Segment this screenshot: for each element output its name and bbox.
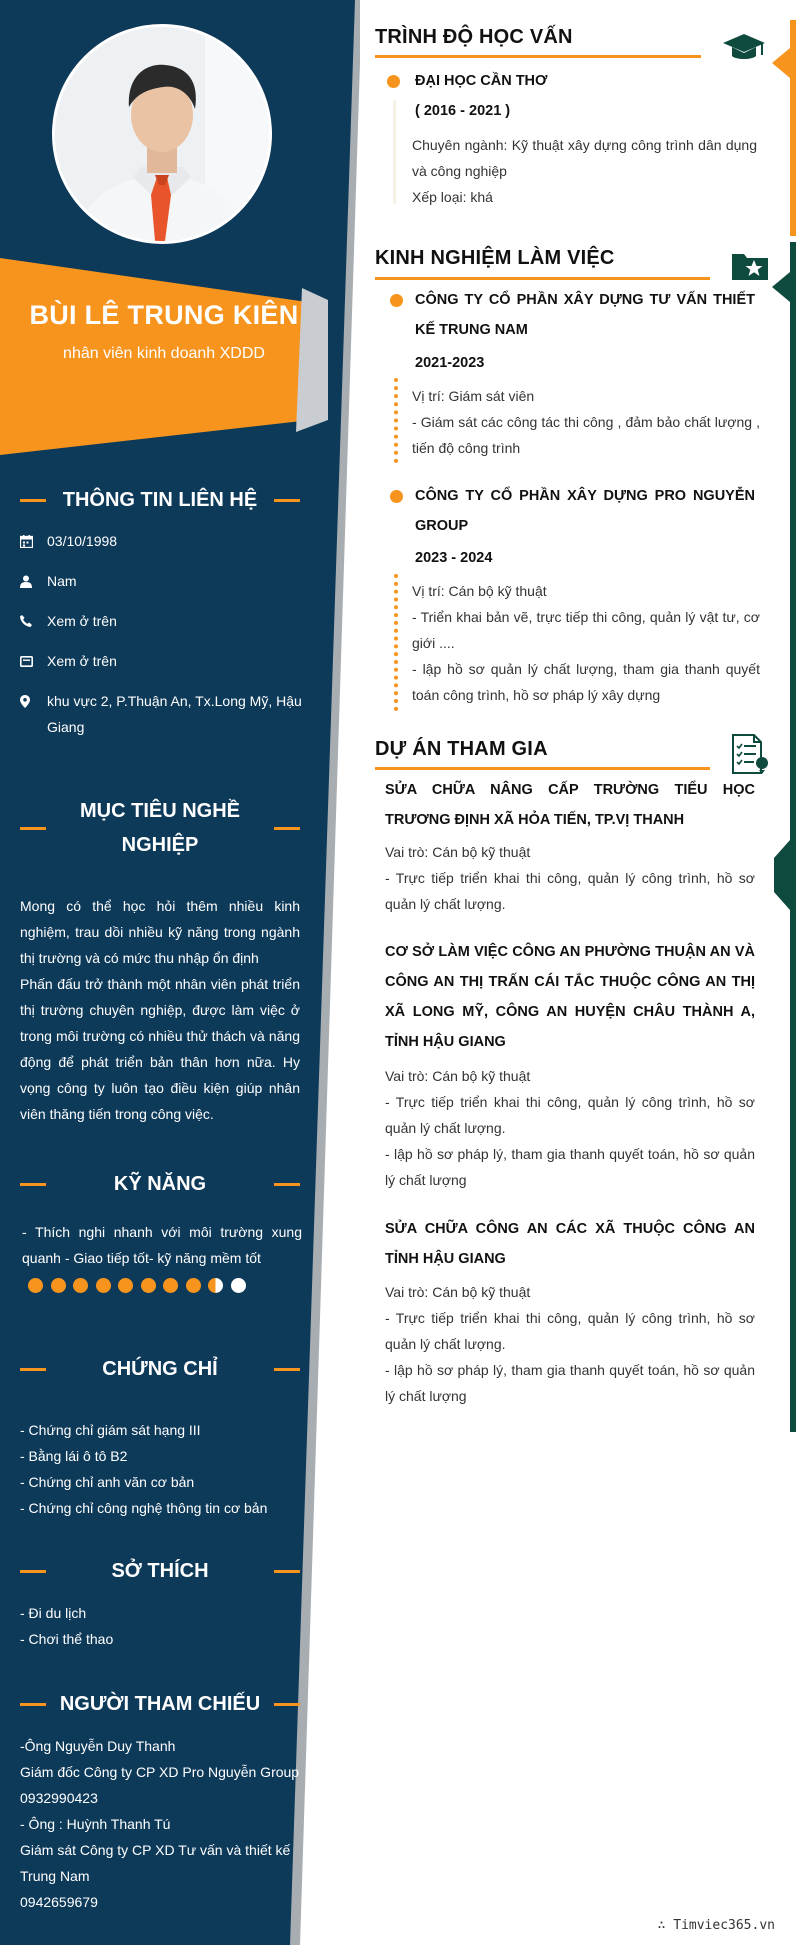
references-heading-text: NGƯỜI THAM CHIẾU bbox=[59, 1693, 261, 1715]
project-details bbox=[385, 1279, 755, 1409]
objective-heading bbox=[20, 794, 300, 862]
hobby-item: - Đi du lịch bbox=[20, 1605, 87, 1621]
sidebar bbox=[0, 0, 310, 1945]
job-details bbox=[412, 578, 760, 708]
experience-tab-marker bbox=[772, 272, 790, 302]
footer-watermark[interactable]: ∴ Timviec365.vn bbox=[657, 1918, 775, 1933]
project-detail-line: - lập hồ sơ pháp lý, tham gia thanh quyết toán, hồ sơ quản lý chất lượng bbox=[385, 1362, 755, 1404]
heading-dash bbox=[274, 1368, 300, 1371]
contact-item-birthday bbox=[20, 528, 302, 554]
certificate-item: - Chứng chỉ giám sát hạng III bbox=[20, 1422, 201, 1438]
major-text: Chuyên ngành: Kỹ thuật xây dựng công trình dân dụng và công nghiệp bbox=[412, 137, 757, 179]
project-detail-line: - Trực tiếp triển khai thi công, quản lý công trình, hồ sơ quản lý chất lượng. bbox=[385, 870, 755, 912]
avatar bbox=[52, 24, 272, 244]
education-side-bar bbox=[790, 20, 796, 236]
references-heading bbox=[20, 1687, 300, 1721]
project-title: CƠ SỞ LÀM VIỆC CÔNG AN PHƯỜNG THUẬN AN VÀ CÔNG AN THỊ TRẤN CÁI TẮC THUỘC CÔNG AN THỊ XÃ LONG MỸ, CÔNG AN HUYỆN CHÂU THÀNH A, TỈNH HẬU GIANG bbox=[385, 944, 755, 1050]
education-details bbox=[412, 132, 757, 210]
heading-dash bbox=[20, 1570, 46, 1573]
rank-text: Xếp loại: khá bbox=[412, 189, 493, 205]
contact-list bbox=[20, 528, 302, 754]
hobbies-heading-text: SỞ THÍCH bbox=[111, 1560, 209, 1582]
project-details bbox=[385, 839, 755, 917]
skills-text: - Thích nghi nhanh với môi trường xung quanh - Giao tiếp tốt- kỹ năng mềm tốt bbox=[22, 1224, 302, 1266]
objective-heading-line1: MỤC TIÊU NGHỀ bbox=[80, 800, 240, 822]
skill-rating-dot bbox=[118, 1278, 133, 1293]
contact-heading-text: THÔNG TIN LIÊN HỆ bbox=[62, 489, 258, 511]
timeline-line bbox=[393, 100, 396, 204]
skill-rating-dot bbox=[141, 1278, 156, 1293]
calendar-icon bbox=[20, 528, 47, 554]
skill-rating-dot bbox=[208, 1278, 223, 1293]
job-detail-line: Vị trí: Giám sát viên bbox=[412, 388, 535, 404]
heading-dash bbox=[274, 499, 300, 502]
section-underline bbox=[375, 767, 710, 770]
job-detail-line: Vị trí: Cán bộ kỹ thuật bbox=[412, 583, 547, 599]
heading-dash bbox=[20, 1368, 46, 1371]
certificate-item: - Chứng chỉ công nghệ thông tin cơ bản bbox=[20, 1500, 268, 1516]
school-years: ( 2016 - 2021 ) bbox=[415, 103, 511, 119]
contact-item-phone bbox=[20, 608, 302, 634]
side-tab-marker bbox=[774, 840, 790, 910]
certificates-heading-text: CHỨNG CHỈ bbox=[102, 1358, 218, 1380]
skill-rating-dot bbox=[73, 1278, 88, 1293]
experience-heading: KINH NGHIỆM LÀM VIỆC bbox=[375, 247, 615, 269]
phone-icon bbox=[20, 608, 47, 634]
school-name: ĐẠI HỌC CẦN THƠ bbox=[415, 73, 548, 89]
hobbies-list bbox=[20, 1600, 300, 1652]
skill-rating-dot bbox=[186, 1278, 201, 1293]
project-details bbox=[385, 1063, 755, 1193]
timeline-dotted-line bbox=[394, 574, 398, 711]
section-underline bbox=[375, 277, 710, 280]
hobbies-heading bbox=[20, 1554, 300, 1588]
bullet-dot bbox=[390, 294, 403, 307]
email-icon bbox=[20, 648, 47, 674]
project-document-icon bbox=[730, 733, 770, 775]
job-detail-line: - lập hồ sơ quản lý chất lượng, tham gia thanh quyết toán công trình, hồ sơ pháp lý xây dựng bbox=[412, 661, 760, 703]
email-text: Xem ở trên bbox=[47, 653, 117, 669]
heading-dash bbox=[274, 1570, 300, 1573]
references-list bbox=[20, 1733, 300, 1915]
project-detail-line: - Trực tiếp triển khai thi công, quản lý công trình, hồ sơ quản lý chất lượng. bbox=[385, 1310, 755, 1352]
reference-line: Giám sát Công ty CP XD Tư vấn và thiết kế Trung Nam bbox=[20, 1842, 291, 1884]
job-period: 2021-2023 bbox=[415, 355, 485, 371]
contact-item-address bbox=[20, 688, 302, 740]
address-text: khu vực 2, P.Thuận An, Tx.Long Mỹ, Hậu Giang bbox=[47, 693, 302, 735]
candidate-name: BÙI LÊ TRUNG KIÊN bbox=[29, 300, 299, 330]
heading-dash bbox=[20, 1183, 46, 1186]
certificate-item: - Bằng lái ô tô B2 bbox=[20, 1448, 128, 1464]
timeline-dotted-line bbox=[394, 378, 398, 463]
portrait-photo bbox=[55, 27, 269, 241]
graduation-cap-icon bbox=[722, 32, 766, 64]
certificate-item: - Chứng chỉ anh văn cơ bản bbox=[20, 1474, 195, 1490]
name-banner bbox=[0, 300, 328, 363]
project-title: SỬA CHỮA NÂNG CẤP TRƯỜNG TIỂU HỌC TRƯƠNG ĐỊNH XÃ HỎA TIẾN, TP.VỊ THANH bbox=[385, 782, 755, 828]
reference-line: 0942659679 bbox=[20, 1894, 98, 1910]
project-title: SỬA CHỮA CÔNG AN CÁC XÃ THUỘC CÔNG AN TỈNH HẬU GIANG bbox=[385, 1221, 755, 1267]
skill-rating-dot bbox=[231, 1278, 246, 1293]
certificates-heading bbox=[20, 1352, 300, 1386]
education-heading: TRÌNH ĐỘ HỌC VẤN bbox=[375, 26, 573, 48]
job-detail-line: - Triển khai bản vẽ, trực tiếp thi công, quản lý vật tư, cơ giới .... bbox=[412, 609, 760, 651]
gender-text: Nam bbox=[47, 573, 77, 589]
objective-text: Mong có thể học hỏi thêm nhiều kinh nghiệm, trau dồi nhiều kỹ năng trong ngành thị trường và có mức thu nhập ổn định Phấn đấu trở thành một nhân viên phát triển thị trường chuyên nghiệp, được làm việc ở trong môi trường có nhiều thử thách và năng động để phát triển bản thân hơn nữa. Hy vọng công ty luôn tạo điều kiện giúp nhân viên thăng tiến trong công việc. bbox=[20, 898, 300, 1122]
project-detail-line: Vai trò: Cán bộ kỹ thuật bbox=[385, 1284, 531, 1300]
skills-heading-text: KỸ NĂNG bbox=[113, 1173, 207, 1195]
person-icon bbox=[20, 568, 47, 594]
skills-heading bbox=[20, 1167, 300, 1201]
company-name: CÔNG TY CỔ PHẦN XÂY DỰNG PRO NGUYỄN GROUP bbox=[415, 488, 755, 534]
phone-text: Xem ở trên bbox=[47, 613, 117, 629]
education-tab-marker bbox=[772, 48, 790, 78]
hobby-item: - Chơi thể thao bbox=[20, 1631, 114, 1647]
job-title: nhân viên kinh doanh XDDD bbox=[63, 345, 265, 362]
heading-dash bbox=[274, 827, 300, 830]
contact-item-email bbox=[20, 648, 302, 674]
heading-dash bbox=[20, 1703, 46, 1706]
content-side-bar bbox=[790, 242, 796, 1432]
job-detail-line: - Giám sát các công tác thi công , đảm bảo chất lượng , tiến độ công trình bbox=[412, 414, 760, 456]
job-period: 2023 - 2024 bbox=[415, 550, 493, 566]
projects-heading: DỰ ÁN THAM GIA bbox=[375, 738, 548, 760]
certificates-list bbox=[20, 1417, 300, 1521]
skill-rating-dot bbox=[51, 1278, 66, 1293]
skill-rating-dot bbox=[96, 1278, 111, 1293]
job-details bbox=[412, 383, 760, 461]
reference-line: -Ông Nguyễn Duy Thanh bbox=[20, 1738, 176, 1754]
objective-heading-text bbox=[46, 794, 274, 862]
contact-item-gender bbox=[20, 568, 302, 594]
project-detail-line: Vai trò: Cán bộ kỹ thuật bbox=[385, 844, 531, 860]
bullet-dot bbox=[387, 75, 400, 88]
reference-line: - Ông : Huỳnh Thanh Tú bbox=[20, 1816, 171, 1832]
heading-dash bbox=[20, 827, 46, 830]
reference-line: Giám đốc Công ty CP XD Pro Nguyễn Group bbox=[20, 1764, 300, 1780]
location-pin-icon bbox=[20, 688, 47, 714]
objective-heading-line2: NGHIỆP bbox=[121, 834, 199, 856]
heading-dash bbox=[274, 1183, 300, 1186]
project-detail-line: Vai trò: Cán bộ kỹ thuật bbox=[385, 1068, 531, 1084]
skill-rating bbox=[28, 1278, 246, 1293]
project-detail-line: - lập hồ sơ pháp lý, tham gia thanh quyết toán, hồ sơ quản lý chất lượng bbox=[385, 1146, 755, 1188]
bullet-dot bbox=[390, 490, 403, 503]
briefcase-star-icon bbox=[730, 248, 770, 282]
company-name: CÔNG TY CỔ PHẦN XÂY DỰNG TƯ VẤN THIẾT KẾ TRUNG NAM bbox=[415, 292, 755, 338]
project-detail-line: - Trực tiếp triển khai thi công, quản lý công trình, hồ sơ quản lý chất lượng. bbox=[385, 1094, 755, 1136]
heading-dash bbox=[20, 499, 46, 502]
contact-heading bbox=[20, 483, 300, 517]
skill-rating-dot bbox=[28, 1278, 43, 1293]
heading-dash bbox=[274, 1703, 300, 1706]
section-underline bbox=[375, 55, 701, 58]
reference-line: 0932990423 bbox=[20, 1790, 98, 1806]
skill-rating-dot bbox=[163, 1278, 178, 1293]
birthday-text: 03/10/1998 bbox=[47, 533, 118, 549]
